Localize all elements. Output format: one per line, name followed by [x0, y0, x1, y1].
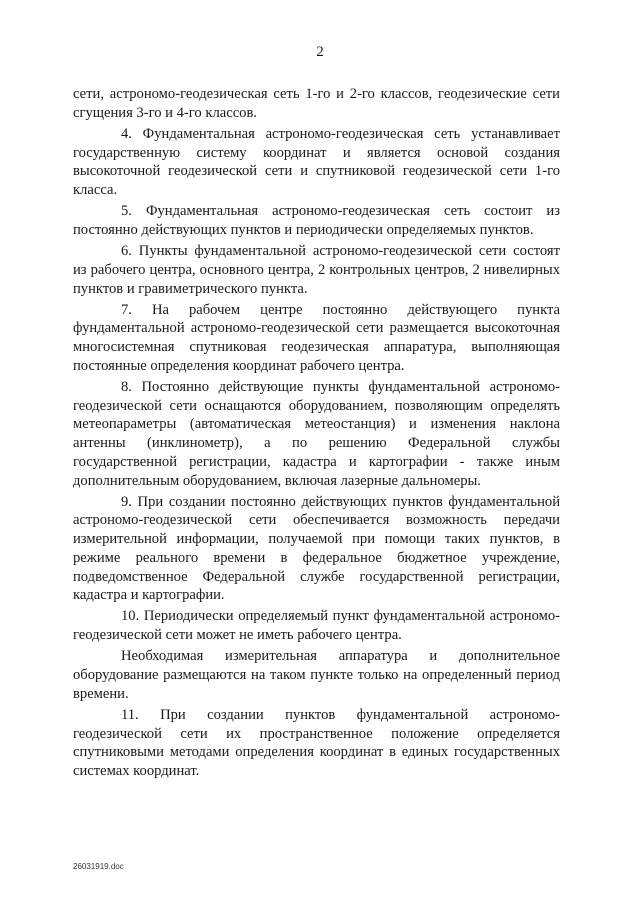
- page-number: 2: [316, 44, 324, 60]
- paragraph-7: 7. На рабочем центре постоянно действующего пункта фундаментальной астрономо-геодезической сети размещается высокоточная многосистемная спутниковая геодезическая аппаратура, выполняющая постоянные определения координат рабочего центра.: [73, 301, 560, 374]
- paragraph-9: 9. При создании постоянно действующих пунктов фундаментальной астрономо-геодезической сети обеспечивается возможность передачи измерительной информации, получаемой при помощи таких пунктов, в режиме реального времени в федеральное бюджетное учреждение, подведомственное Федеральной службе государственной регистрации, кадастра и картографии.: [73, 493, 560, 604]
- document-body: [73, 85, 560, 783]
- paragraph-4: 4. Фундаментальная астрономо-геодезическая сеть устанавливает государственную систему координат и является основой создания высокоточной геодезической сети и спутниковой геодезической сети 1-го класса.: [73, 125, 560, 199]
- paragraph-6: 6. Пункты фундаментальной астрономо-геодезической сети состоят из рабочего центра, основного центра, 2 контрольных центров, 2 нивелирных пунктов и гравиметрического пункта.: [73, 243, 560, 297]
- paragraph-10-continued: Необходимая измерительная аппаратура и дополнительное оборудование размещаются на таком пункте только на определенный период времени.: [73, 648, 560, 702]
- paragraph-11: 11. При создании пунктов фундаментальной астрономо-геодезической сети их пространственное положение определяется спутниковыми методами определения координат в единых государственных системах координат.: [73, 707, 560, 780]
- paragraph-5: 5. Фундаментальная астрономо-геодезическая сеть состоит из постоянно действующих пунктов и периодически определяемых пунктов.: [73, 203, 560, 238]
- file-name-footer: 26031919.doc: [73, 862, 124, 871]
- paragraph-8: 8. Постоянно действующие пункты фундаментальной астрономо-геодезической сети оснащаются оборудованием, позволяющим определять метеопараметры (автоматическая метеостанция) и изменения наклона антенны (инклинометр), а по решению Федеральной службы государственной регистрации, кадастра и картографии - также иным дополнительным оборудованием, включая лазерные дальномеры.: [73, 379, 560, 489]
- paragraph-continuation: сети, астрономо-геодезическая сеть 1-го и 2-го классов, геодезические сети сгущения 3-го и 4-го классов.: [73, 86, 560, 121]
- paragraph-10: 10. Периодически определяемый пункт фундаментальной астрономо-геодезической сети может не иметь рабочего центра.: [73, 608, 560, 644]
